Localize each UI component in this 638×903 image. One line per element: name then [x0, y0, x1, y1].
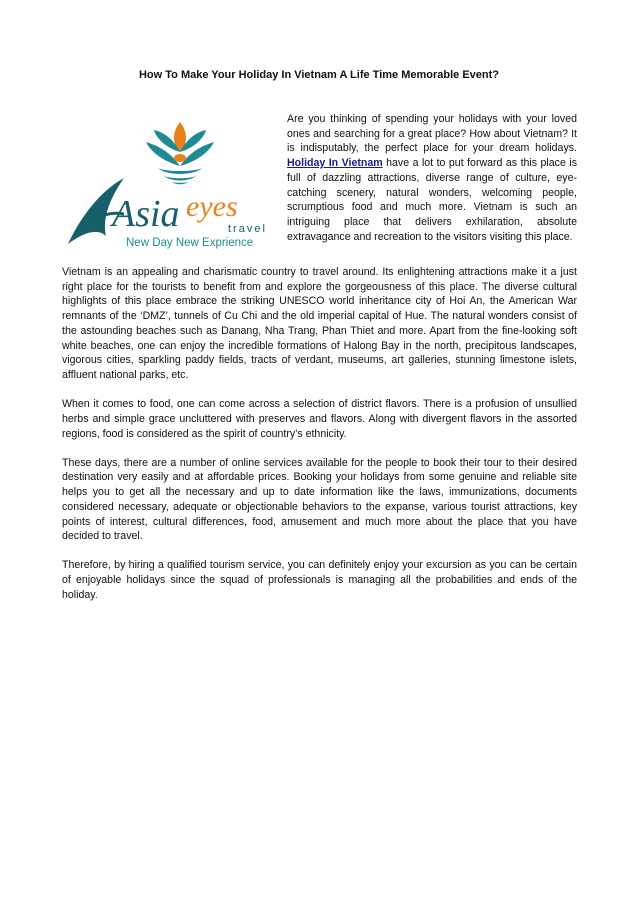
body-paragraph: Therefore, by hiring a qualified tourism service, you can definitely enjoy your excursion as you can be certain of enjoyable holidays since the squad of professionals is managing all the probabilities and ends of the holiday.	[62, 559, 577, 601]
intro-paragraph	[287, 112, 577, 244]
article-body	[62, 265, 577, 617]
body-paragraph: These days, there are a number of online services available for the people to book their tour to their desired destination very easily and at affordable prices. Booking your holidays from some genuine and reliable site helps you to get all the necessary and up to date information like the laws, immunizations, documents considered necessary, adequate or objectionable behaviors to the expanse, various tourist attractions, key points of interest, cultural differences, food, amusement and much more about the place that you have decided to travel.	[62, 456, 577, 543]
body-paragraph: Vietnam is an appealing and charismatic country to travel around. Its enlightening attractions make it a just right place for the tourists to benefit from and explore the gorgeousness of this place. The diverse cultural highlights of this place embrace the striking UNESCO world inheritance city of Hoi An, the American War remnants of the ‘DMZ’, tunnels of Cu Chi and the old imperial capital of Hue. The natural wonders consist of the astounding beaches such as Danang, Nha Trang, Phan Thiet and more. Apart from the fine-looking soft white beaches, one can enjoy the incredible formations of Halong Bay in the north, precipitous landscapes, vigorous cities, sparkling paddy fields, tracts of verdant, museums, art galleries, stunning limestone islets, affluent national parks, etc.	[62, 266, 577, 381]
lotus-icon	[146, 122, 214, 184]
intro-text-before: Are you thinking of spending your holidays with your loved ones and searching for a great place? How about Vietnam? It is indisputably, the perfect place for your dream holidays.	[287, 113, 577, 155]
holiday-in-vietnam-link[interactable]: Holiday In Vietnam	[287, 157, 383, 170]
brand-sub: travel	[228, 223, 267, 235]
body-paragraph: When it comes to food, one can come across a selection of district flavors. There is a profusion of unsullied herbs and simple grace uncluttered with preserves and flavors. Along with divergent flavors in the assorted regions, food is considered as the spirit of country’s ethnicity.	[62, 398, 577, 440]
brand-tagline: New Day New Exprience	[126, 237, 254, 249]
intro-text-after: have a lot to put forward as this place is full of dazzling attractions, diverse range of culture, eye-catching scenery, natural wonders, welcoming people, scrumptious food and much more. Vietnam is such an intriguing place that delivers exhilaration, absolute extravagance and recreation to the visitors visiting this place.	[287, 157, 577, 243]
asiaeyes-travel-logo	[62, 118, 282, 250]
brand-asia: Asia	[112, 193, 180, 235]
brand-eyes: eyes	[186, 190, 238, 223]
document-title: How To Make Your Holiday In Vietnam A Life Time Memorable Event?	[138, 69, 500, 81]
